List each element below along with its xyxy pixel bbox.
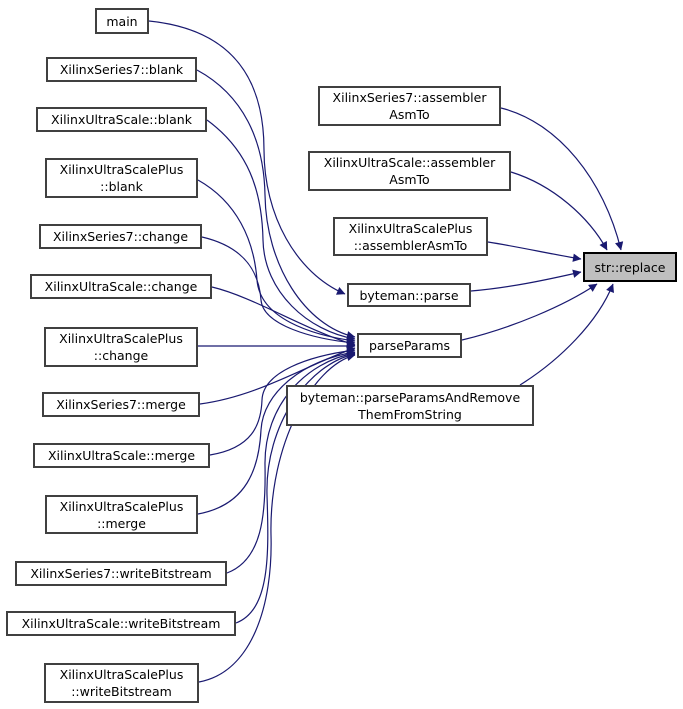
node-xilinxultrascaleplus-change[interactable] [44,327,198,367]
node-label: XilinxUltraScale::assembler [323,155,496,170]
node-label: ThemFromString [358,406,462,422]
node-label: byteman::parseParamsAndRemove [299,389,521,405]
node-label: ::assemblerAsmTo [353,237,468,253]
node-xilinxseries7-writebitstream[interactable] [15,561,227,586]
edge-xilinxultrascaleplus-assemblerasmto-to-str-replace [488,242,581,259]
node-label: XilinxUltraScale::merge [47,448,196,463]
node-xilinxultrascale-assemblerasmto[interactable] [308,151,511,191]
node-label: XilinxSeries7::change [52,229,189,244]
node-xilinxultrascale-merge[interactable] [33,443,210,468]
node-label: XilinxSeries7::merge [56,397,186,412]
node-xilinxseries7-merge[interactable] [42,392,200,417]
node-label: ::merge [97,515,146,531]
node-label: XilinxUltraScalePlus [348,220,473,236]
node-parseparams[interactable] [357,333,462,358]
node-label: ::blank [100,179,143,194]
edge-byteman-parse-to-str-replace [471,272,581,291]
node-label: XilinxUltraScalePlus [59,162,184,177]
edge-byteman-parseparamsandremovethemfromstring-to-str-replace [520,284,613,385]
node-label: AsmTo [389,107,430,122]
node-label: AsmTo [389,172,430,187]
edge-parseparams-to-str-replace [462,284,597,340]
node-label: parseParams [368,338,451,353]
node-str-replace [583,252,677,282]
node-label: XilinxUltraScalePlus [59,498,184,514]
node-label: XilinxUltraScale::writeBitstream [21,616,221,631]
edge-xilinxseries7-assemblerasmto-to-str-replace [501,108,621,250]
node-xilinxultrascale-change[interactable] [30,274,212,299]
node-byteman-parse[interactable] [347,283,471,307]
node-label: ::writeBitstream [71,684,172,699]
node-label: XilinxUltraScale::change [44,279,198,294]
node-xilinxultrascale-blank[interactable] [36,107,207,132]
node-xilinxultrascale-writebitstream[interactable] [6,611,236,636]
node-label: XilinxUltraScale::blank [51,112,192,127]
node-label: XilinxSeries7::blank [59,62,184,77]
node-label: XilinxSeries7::assembler [332,90,487,105]
edge-xilinxultrascaleplus-blank-to-parseparams [198,180,355,341]
node-label: XilinxSeries7::writeBitstream [30,566,212,581]
node-xilinxseries7-change[interactable] [39,224,202,249]
node-label: ::change [93,348,149,363]
node-label: byteman::parse [359,287,459,303]
edge-xilinxultrascale-change-to-parseparams [212,287,355,345]
node-main[interactable] [95,8,149,34]
node-byteman-parseparamsandremovethemfromstring[interactable] [286,385,534,426]
node-xilinxultrascaleplus-assemblerasmto[interactable] [333,217,488,256]
node-xilinxultrascaleplus-blank[interactable] [45,158,198,198]
node-xilinxultrascaleplus-merge[interactable] [45,495,198,534]
node-xilinxseries7-assemblerasmto[interactable] [318,86,501,126]
edge-xilinxultrascale-assemblerasmto-to-str-replace [511,172,607,250]
node-label: str::replace [594,259,666,275]
node-label: XilinxUltraScalePlus [59,331,183,346]
node-label: XilinxUltraScalePlus [59,667,184,682]
node-xilinxseries7-blank[interactable] [46,57,197,82]
node-label: main [106,13,138,29]
node-xilinxultrascaleplus-writebitstream[interactable] [44,663,199,703]
